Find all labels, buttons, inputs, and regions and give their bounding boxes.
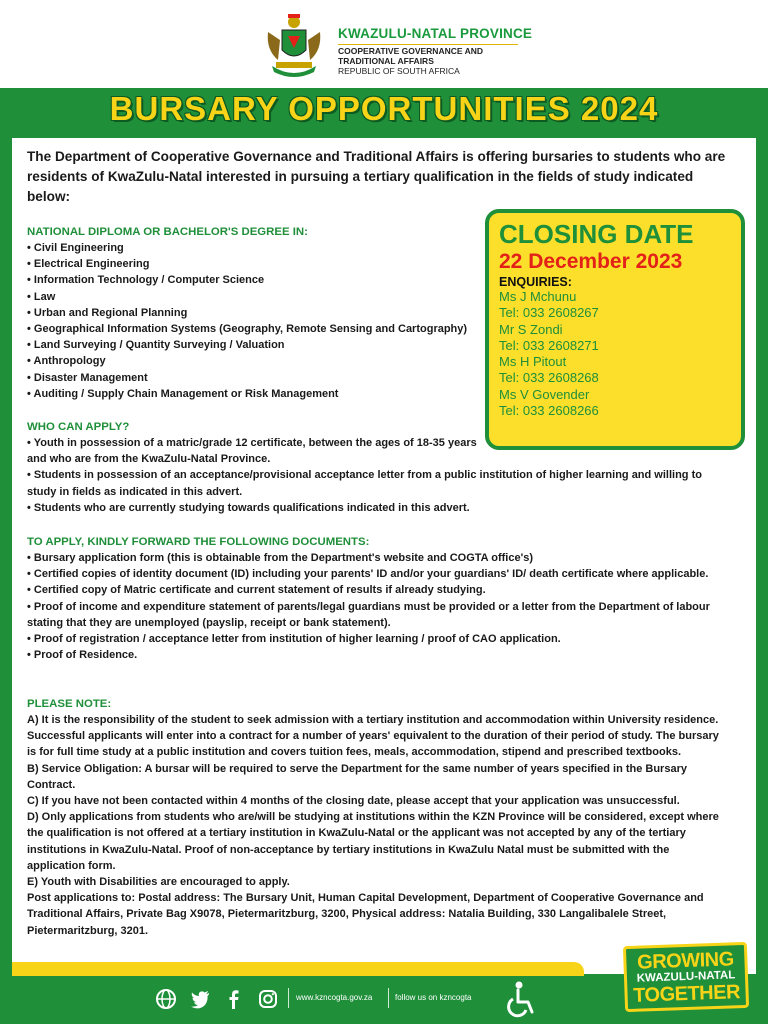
documents-section (27, 534, 727, 663)
contact-name: Ms H Pitout (499, 354, 567, 370)
contact-name: Ms V Govender (499, 386, 590, 402)
contact-phone[interactable]: Tel: 033 2608271 (499, 337, 599, 353)
documents-heading: TO APPLY, KINDLY FORWARD THE FOLLOWING DOCUMENTS: (27, 536, 370, 548)
notes-section (27, 696, 727, 939)
notes-heading: PLEASE NOTE: (27, 698, 112, 710)
page-title: BURSARY OPPORTUNITIES 2024 (109, 90, 659, 127)
closing-date-heading: CLOSING DATE (499, 219, 694, 249)
department-line-1: COOPERATIVE GOVERNANCE AND (338, 46, 483, 56)
intro-paragraph: The Department of Cooperative Governance and Traditional Affairs is offering bursaries to students who are residents of KwaZulu-Natal interested in pursuing a tertiary qualification in the fields of study indicated below: (27, 149, 726, 204)
contact-name: Mr S Zondi (499, 321, 563, 337)
country-name: REPUBLIC OF SOUTH AFRICA (338, 66, 460, 76)
note-item: A) It is the responsibility of the student to seek admission with a tertiary institution and accommodation within University residence. Successful applicants will enter into a contract for a number of years' equivalent to the duration of their period of study. The bursary is for full time study at a public institution and covers tuition fees, meals, accommodation, stipend and prescribed textbooks. (27, 714, 719, 759)
list-item: • Certified copies of identity document (ID) including your parents' ID and/or your guardians' ID/ death certificate where applicable. (27, 568, 709, 581)
fields-heading: NATIONAL DIPLOMA OR BACHELOR'S DEGREE IN: (27, 226, 308, 238)
list-item: • Students in possession of an acceptance/provisional acceptance letter from a public institution of higher learning and willing to study in fields as indicated in this advert. (27, 469, 702, 498)
closing-date-value: 22 December 2023 (499, 250, 683, 273)
list-item: • Bursary application form (this is obtainable from the Department's website and COGTA office's) (27, 552, 533, 564)
note-item: B) Service Obligation: A bursar will be required to serve the Department for the same number of years specified in the Bursary Contract. (27, 762, 687, 791)
contact-name: Ms J Mchunu (499, 289, 577, 304)
instagram-icon[interactable] (257, 988, 279, 1010)
contact-phone[interactable]: Tel: 033 2608267 (499, 305, 599, 321)
header (0, 0, 768, 88)
list-item: • Civil Engineering (27, 242, 124, 254)
list-item: • Anthropology (27, 355, 106, 368)
list-item: • Disaster Management (27, 371, 148, 384)
who-heading: WHO CAN APPLY? (27, 421, 130, 433)
footer-divider (388, 988, 389, 1008)
closing-date-box (485, 209, 745, 450)
contact-phone[interactable]: Tel: 033 2608266 (499, 403, 599, 419)
social-links (155, 988, 279, 1010)
postal-address: Post applications to: Postal address: The Bursary Unit, Human Capital Development, Department of Cooperative Governance and Traditional Affairs, Private Bag X9078, Pietermaritzburg, 3200, Physical address: Natalia Building, 330 Langalibalele Street, Pietermaritzburg, 3201. (27, 892, 704, 937)
follow-text: follow us on kzncogta (395, 993, 472, 1002)
contact-phone[interactable]: Tel: 033 2608268 (499, 370, 599, 386)
slogan-line-2: KWAZULU-NATAL (636, 969, 736, 985)
slogan-line-3: TOGETHER (632, 981, 741, 1007)
department-line-2: TRADITIONAL AFFAIRS (338, 55, 434, 66)
twitter-icon[interactable] (189, 988, 211, 1010)
organisation-block (338, 26, 532, 76)
note-item: C) If you have not been contacted within 4 months of the closing date, please accept that your application was unsuccessful. (27, 795, 680, 808)
list-item: • Certified copy of Matric certificate and current statement of results if already studying. (27, 584, 486, 597)
province-name: KWAZULU-NATAL PROVINCE (338, 26, 533, 41)
list-item: • Geographical Information Systems (Geography, Remote Sensing and Cartography) (27, 323, 468, 336)
facebook-icon[interactable] (223, 988, 245, 1010)
list-item: • Law (27, 290, 56, 303)
list-item: • Proof of Residence. (27, 649, 138, 662)
list-item: • Students who are currently studying towards qualifications indicated in this advert. (27, 501, 470, 514)
note-item: D) Only applications from students who are/will be studying at institutions within the KZN Province will be considered, except where the qualification is not offered at a tertiary institution in KwaZulu-Natal or the applicant was not accepted by any of the tertiary institutions in KwaZulu-Natal. Proof of non-acceptance by tertiary institutions in KwaZulu Natal must be submitted with the application form. (27, 811, 719, 872)
globe-icon[interactable] (155, 988, 177, 1010)
list-item: • Urban and Regional Planning (27, 306, 188, 319)
list-item: • Auditing / Supply Chain Management or Risk Management (27, 387, 339, 400)
slogan-line-1: GROWING (636, 948, 735, 974)
footer-divider (288, 988, 289, 1008)
list-item: • Electrical Engineering (27, 258, 150, 271)
list-item: • Information Technology / Computer Science (27, 274, 265, 287)
growing-kzn-together-badge (623, 942, 749, 1012)
website-link[interactable]: www.kzncogta.gov.za (296, 993, 373, 1002)
note-item: E) Youth with Disabilities are encouraged to apply. (27, 876, 290, 889)
list-item: • Proof of income and expenditure statement of parents/legal guardians must be provided or a letter from the Department of labour stating that they are unemployed (payslip, receipt or bank statement). (27, 600, 710, 629)
enquiries-label: ENQUIRIES: (499, 275, 572, 289)
accessibility-icon (504, 980, 538, 1018)
department-name (338, 44, 518, 66)
coat-of-arms-icon (258, 10, 330, 80)
list-item: • Land Surveying / Quantity Surveying / Valuation (27, 339, 285, 352)
yellow-strip (12, 962, 584, 976)
list-item: • Youth in possession of a matric/grade 12 certificate, between the ages of 18-35 years and who are from the KwaZulu-Natal Province. (27, 437, 477, 466)
list-item: • Proof of registration / acceptance letter from institution of higher learning / proof of CAO application. (27, 633, 561, 646)
